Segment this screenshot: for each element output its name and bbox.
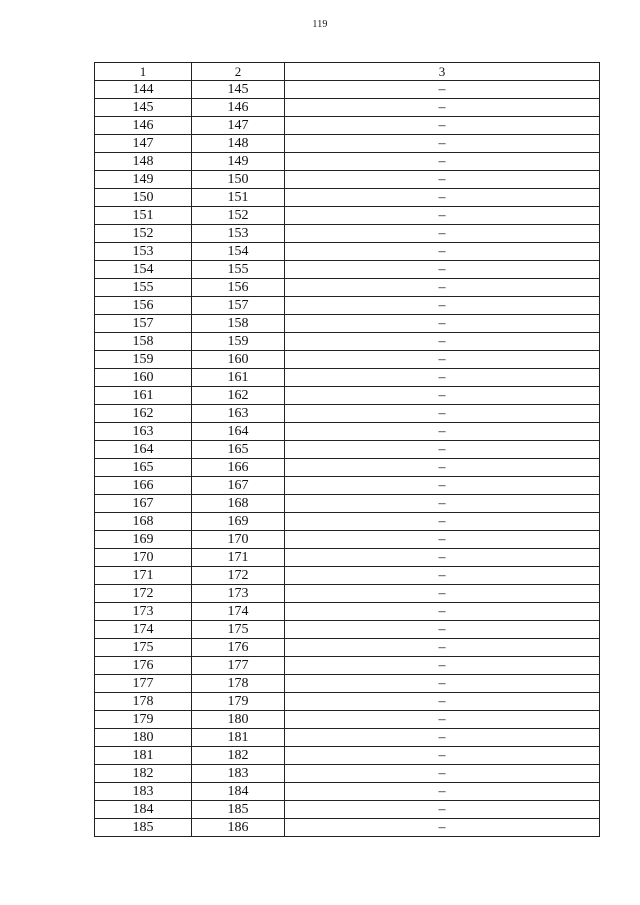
table-cell-col-3: – <box>285 315 600 333</box>
table-cell-col-3: – <box>285 351 600 369</box>
table-row <box>95 189 600 207</box>
table-cell-col-2: 155 <box>192 261 285 279</box>
table-row <box>95 765 600 783</box>
table-cell-col-1: 178 <box>95 693 192 711</box>
table-cell-col-3: – <box>285 405 600 423</box>
table-cell-col-1: 153 <box>95 243 192 261</box>
table-cell-col-3: – <box>285 81 600 99</box>
table-cell-col-1: 164 <box>95 441 192 459</box>
table-row <box>95 693 600 711</box>
table-cell-col-3: – <box>285 819 600 837</box>
table-cell-col-2: 164 <box>192 423 285 441</box>
table-cell-col-1: 183 <box>95 783 192 801</box>
table-cell-col-2: 151 <box>192 189 285 207</box>
table-cell-col-3: – <box>285 441 600 459</box>
table-cell-col-3: – <box>285 225 600 243</box>
table-cell-col-2: 167 <box>192 477 285 495</box>
table-cell-col-2: 150 <box>192 171 285 189</box>
table-cell-col-1: 159 <box>95 351 192 369</box>
table-cell-col-1: 177 <box>95 675 192 693</box>
table-cell-col-3: – <box>285 531 600 549</box>
table-row <box>95 639 600 657</box>
table-header-row <box>95 63 600 81</box>
table-cell-col-1: 180 <box>95 729 192 747</box>
table-cell-col-1: 156 <box>95 297 192 315</box>
table-cell-col-3: – <box>285 783 600 801</box>
table-row <box>95 477 600 495</box>
table-cell-col-1: 158 <box>95 333 192 351</box>
table-cell-col-3: – <box>285 495 600 513</box>
table-row <box>95 279 600 297</box>
table-cell-col-1: 150 <box>95 189 192 207</box>
table-cell-col-2: 168 <box>192 495 285 513</box>
table-cell-col-1: 184 <box>95 801 192 819</box>
table-cell-col-3: – <box>285 387 600 405</box>
table-cell-col-1: 171 <box>95 567 192 585</box>
table-cell-col-2: 180 <box>192 711 285 729</box>
table-row <box>95 171 600 189</box>
table-cell-col-1: 181 <box>95 747 192 765</box>
table-row <box>95 675 600 693</box>
table-cell-col-2: 181 <box>192 729 285 747</box>
table-row <box>95 531 600 549</box>
table-cell-col-3: – <box>285 423 600 441</box>
table-cell-col-3: – <box>285 333 600 351</box>
table-cell-col-3: – <box>285 369 600 387</box>
table-cell-col-1: 144 <box>95 81 192 99</box>
table-cell-col-1: 160 <box>95 369 192 387</box>
table-cell-col-2: 163 <box>192 405 285 423</box>
table-cell-col-3: – <box>285 117 600 135</box>
table-row <box>95 387 600 405</box>
table-cell-col-3: – <box>285 693 600 711</box>
table-cell-col-1: 168 <box>95 513 192 531</box>
table-row <box>95 225 600 243</box>
table-cell-col-2: 161 <box>192 369 285 387</box>
table-cell-col-3: – <box>285 135 600 153</box>
table-cell-col-2: 149 <box>192 153 285 171</box>
table-cell-col-2: 145 <box>192 81 285 99</box>
table-row <box>95 423 600 441</box>
table-cell-col-2: 162 <box>192 387 285 405</box>
table-cell-col-3: – <box>285 207 600 225</box>
table-cell-col-1: 147 <box>95 135 192 153</box>
table-cell-col-3: – <box>285 729 600 747</box>
table-row <box>95 747 600 765</box>
table-row <box>95 585 600 603</box>
table-cell-col-2: 185 <box>192 801 285 819</box>
table-cell-col-2: 179 <box>192 693 285 711</box>
table-cell-col-1: 176 <box>95 657 192 675</box>
table-cell-col-1: 162 <box>95 405 192 423</box>
table-cell-col-2: 184 <box>192 783 285 801</box>
table-cell-col-3: – <box>285 567 600 585</box>
table-cell-col-2: 174 <box>192 603 285 621</box>
table-row <box>95 819 600 837</box>
table-cell-col-1: 169 <box>95 531 192 549</box>
table-cell-col-2: 165 <box>192 441 285 459</box>
table-cell-col-1: 167 <box>95 495 192 513</box>
table-cell-col-3: – <box>285 153 600 171</box>
table-cell-col-1: 165 <box>95 459 192 477</box>
table-cell-col-3: – <box>285 675 600 693</box>
table-row <box>95 801 600 819</box>
table-cell-col-2: 170 <box>192 531 285 549</box>
table-cell-col-1: 174 <box>95 621 192 639</box>
table-row <box>95 711 600 729</box>
table-row <box>95 99 600 117</box>
table-cell-col-3: – <box>285 621 600 639</box>
table-cell-col-3: – <box>285 711 600 729</box>
data-table <box>94 62 600 837</box>
table-row <box>95 567 600 585</box>
table-cell-col-1: 182 <box>95 765 192 783</box>
table-cell-col-2: 158 <box>192 315 285 333</box>
table-cell-col-1: 151 <box>95 207 192 225</box>
table-cell-col-1: 157 <box>95 315 192 333</box>
table-cell-col-2: 171 <box>192 549 285 567</box>
table-cell-col-1: 172 <box>95 585 192 603</box>
table-cell-col-2: 156 <box>192 279 285 297</box>
table-cell-col-3: – <box>285 747 600 765</box>
table-cell-col-1: 163 <box>95 423 192 441</box>
table-row <box>95 243 600 261</box>
table-row <box>95 621 600 639</box>
table-cell-col-3: – <box>285 243 600 261</box>
table-cell-col-1: 146 <box>95 117 192 135</box>
table-cell-col-2: 153 <box>192 225 285 243</box>
table-row <box>95 603 600 621</box>
table-cell-col-1: 161 <box>95 387 192 405</box>
table-cell-col-2: 186 <box>192 819 285 837</box>
table-cell-col-2: 148 <box>192 135 285 153</box>
column-header-3: 3 <box>285 63 600 81</box>
table-cell-col-3: – <box>285 477 600 495</box>
table-cell-col-2: 152 <box>192 207 285 225</box>
table-cell-col-1: 148 <box>95 153 192 171</box>
table-cell-col-1: 173 <box>95 603 192 621</box>
table-cell-col-2: 146 <box>192 99 285 117</box>
table-cell-col-3: – <box>285 513 600 531</box>
table-row <box>95 405 600 423</box>
table-cell-col-2: 173 <box>192 585 285 603</box>
table-row <box>95 657 600 675</box>
table-cell-col-2: 172 <box>192 567 285 585</box>
table-cell-col-1: 155 <box>95 279 192 297</box>
table-cell-col-3: – <box>285 459 600 477</box>
table-cell-col-2: 166 <box>192 459 285 477</box>
table-cell-col-1: 149 <box>95 171 192 189</box>
table-row <box>95 549 600 567</box>
table-row <box>95 513 600 531</box>
table-cell-col-3: – <box>285 99 600 117</box>
table-cell-col-1: 170 <box>95 549 192 567</box>
table-cell-col-2: 147 <box>192 117 285 135</box>
table-cell-col-2: 178 <box>192 675 285 693</box>
column-header-2: 2 <box>192 63 285 81</box>
table-cell-col-3: – <box>285 657 600 675</box>
table-row <box>95 81 600 99</box>
table-row <box>95 783 600 801</box>
table-cell-col-2: 182 <box>192 747 285 765</box>
table-row <box>95 315 600 333</box>
table-row <box>95 369 600 387</box>
table-cell-col-2: 169 <box>192 513 285 531</box>
table-cell-col-3: – <box>285 171 600 189</box>
table-cell-col-2: 176 <box>192 639 285 657</box>
table-cell-col-3: – <box>285 297 600 315</box>
table-cell-col-2: 157 <box>192 297 285 315</box>
table-cell-col-1: 152 <box>95 225 192 243</box>
table-cell-col-3: – <box>285 279 600 297</box>
table-cell-col-3: – <box>285 189 600 207</box>
table-row <box>95 351 600 369</box>
table-body <box>95 81 600 837</box>
table-row <box>95 135 600 153</box>
page-number: 119 <box>312 19 328 30</box>
table-cell-col-3: – <box>285 801 600 819</box>
table-cell-col-3: – <box>285 603 600 621</box>
table-cell-col-1: 145 <box>95 99 192 117</box>
table-row <box>95 495 600 513</box>
table-cell-col-2: 183 <box>192 765 285 783</box>
table-row <box>95 117 600 135</box>
table-cell-col-1: 154 <box>95 261 192 279</box>
table-cell-col-3: – <box>285 585 600 603</box>
table-cell-col-1: 175 <box>95 639 192 657</box>
table-cell-col-1: 179 <box>95 711 192 729</box>
table-cell-col-2: 177 <box>192 657 285 675</box>
table-cell-col-2: 160 <box>192 351 285 369</box>
table-row <box>95 207 600 225</box>
table-row <box>95 261 600 279</box>
table-row <box>95 297 600 315</box>
table-row <box>95 729 600 747</box>
table-row <box>95 459 600 477</box>
table-cell-col-1: 166 <box>95 477 192 495</box>
table-cell-col-3: – <box>285 639 600 657</box>
table-cell-col-1: 185 <box>95 819 192 837</box>
column-header-1: 1 <box>95 63 192 81</box>
table-cell-col-2: 154 <box>192 243 285 261</box>
table-row <box>95 333 600 351</box>
table-row <box>95 153 600 171</box>
table-cell-col-2: 159 <box>192 333 285 351</box>
table-row <box>95 441 600 459</box>
table-cell-col-2: 175 <box>192 621 285 639</box>
table-cell-col-3: – <box>285 261 600 279</box>
table-cell-col-3: – <box>285 765 600 783</box>
table-cell-col-3: – <box>285 549 600 567</box>
